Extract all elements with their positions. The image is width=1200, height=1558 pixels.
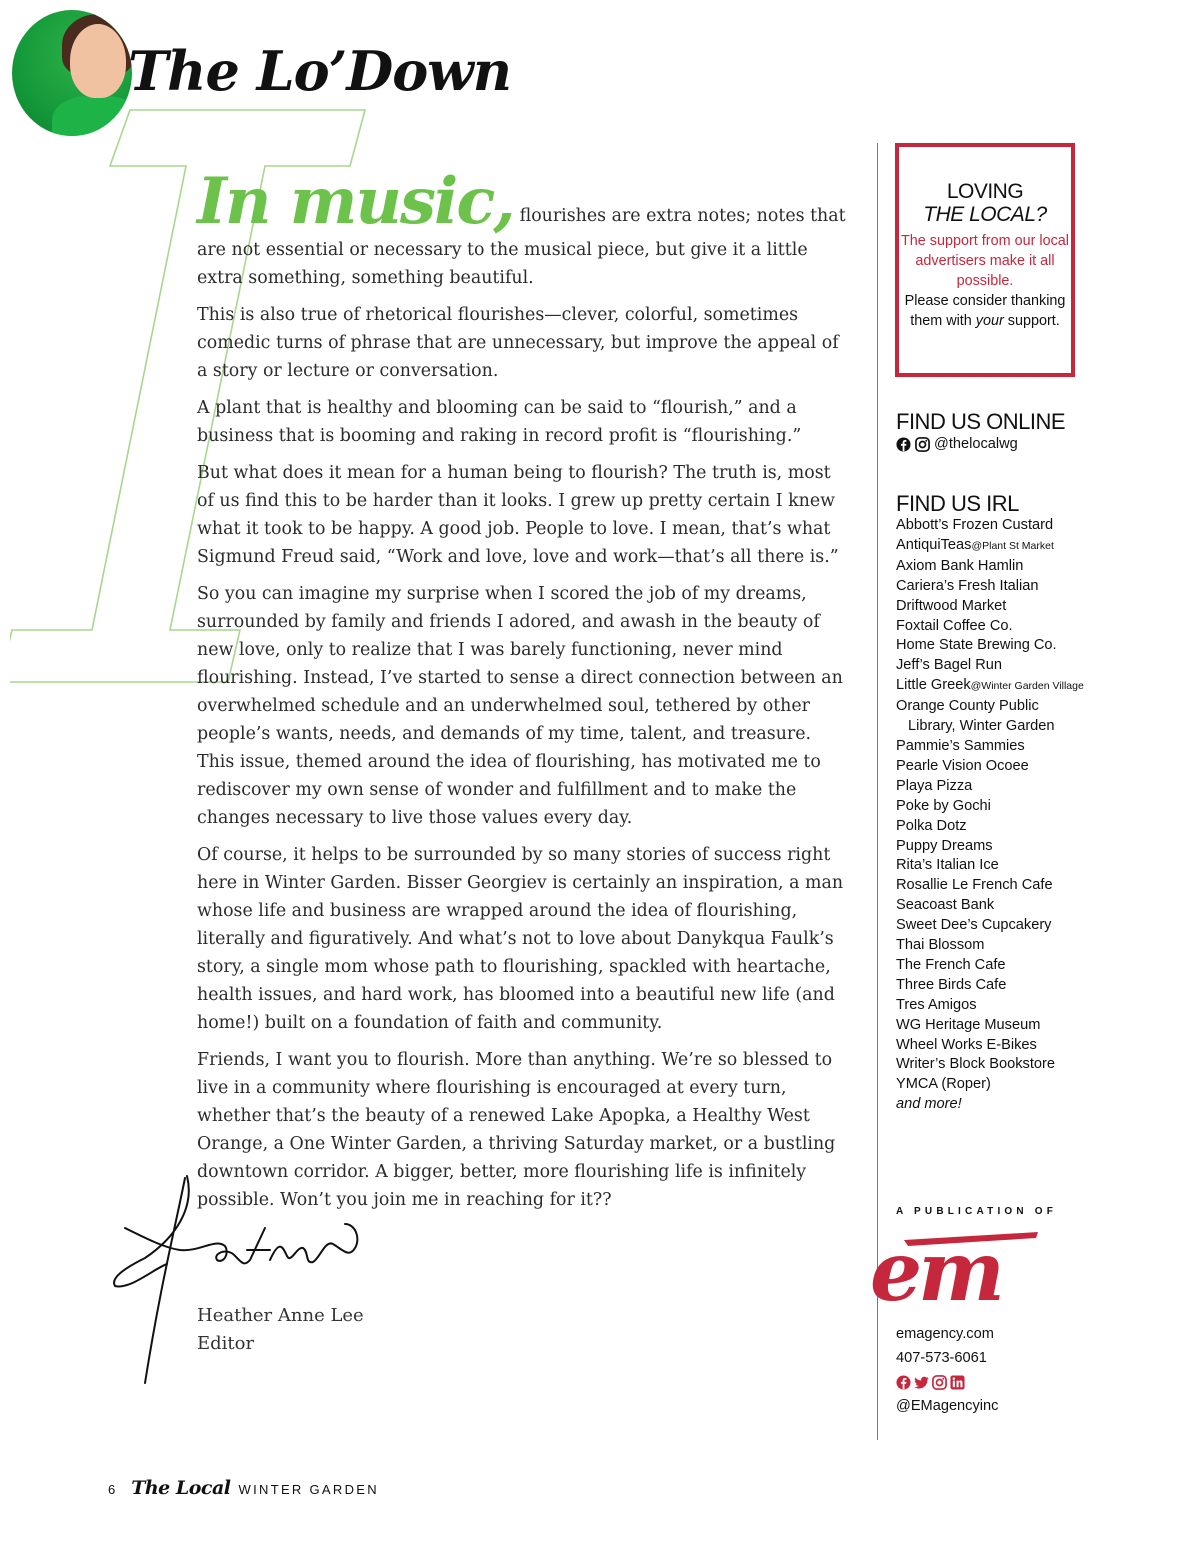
list-item: Orange County Public [896,698,1039,715]
list-item: Poke by Gochi [896,797,991,814]
list-item: WG Heritage Museum [896,1016,1041,1033]
list-item: The French Cafe [896,956,1006,973]
publisher-contact [896,1322,998,1418]
list-item: Driftwood Market [896,597,1007,614]
handwritten-signature [105,1168,365,1398]
page-footer [108,1477,379,1499]
list-item: Abbott’s Frozen Custard [896,517,1054,533]
footer-section: WINTER GARDEN [238,1482,379,1497]
advertiser-thanks-box [895,143,1075,377]
list-item: Home State Brewing Co. [896,637,1057,654]
list-item: Little Greek@Winter Garden Village [896,677,1084,694]
editor-avatar [12,10,132,136]
em-logo-text: em [870,1226,1001,1306]
publication-label: A PUBLICATION OF [896,1206,1058,1217]
list-item: Rosallie Le French Cafe [896,877,1053,894]
list-item: Polka Dotz [896,817,967,834]
list-item: Jeff’s Bagel Run [896,657,1003,674]
footer-brand: The Local [131,1477,231,1499]
publisher-website[interactable]: emagency.com [896,1326,994,1342]
twitter-icon[interactable] [914,1375,929,1390]
column-title: The Lo’Down [128,39,511,103]
article-paragraph: But what does it mean for a human being to flourish? The truth is, most of us find this to be harder than it looks. I grew up pretty certain I knew what it took to be happy. A good job. People to love. I mean, that’s what Sigmund Freud said, “Work and love, love and work—that’s all there is.” [197,463,839,567]
publisher-handle[interactable]: @EMagencyinc [896,1398,999,1414]
distribution-locations-list [896,516,1096,1115]
list-item: Three Birds Cafe [896,976,1007,993]
lead-word: In music, [197,164,514,239]
social-handle[interactable]: @thelocalwg [934,436,1018,452]
linkedin-icon[interactable] [950,1375,965,1390]
lead-text: flourishes are extra notes; notes that [519,206,846,226]
list-item: AntiquiTeas@Plant St Market [896,536,1054,553]
list-item: Wheel Works E-Bikes [896,1036,1037,1053]
find-irl-heading: FIND US IRL [896,491,1019,516]
list-item: Pammie’s Sammies [896,737,1025,754]
promo-black-text: Please consider thanking them with your support. [904,293,1066,329]
list-item: Seacoast Bank [896,897,995,914]
list-item: Writer’s Block Bookstore [896,1056,1055,1073]
article-paragraph: So you can imagine my surprise when I scored the job of my dreams, surrounded by family and friends I adored, and awash in the beauty of new love, only to realize that I was barely functioning, never mind flourishing. Instead, I’ve started to sense a direct connection between an overwhelmed schedule and an underwhelmed soul, tethered by other people’s wants, needs, and demands of my time, talent, and treasure. This issue, themed around the idea of flourishing, has motivated me to rediscover my own sense of wonder and fulfillment and to make the changes necessary to live those values every day. [197,584,843,828]
facebook-icon[interactable] [896,437,911,452]
list-item: Sweet Dee’s Cupcakery [896,917,1052,934]
list-item: Thai Blossom [896,937,985,954]
lead-text-continued: are not essential or necessary to the musical piece, but give it a little extra something, something beautiful. [197,240,808,288]
publisher-phone[interactable]: 407-573-6061 [896,1350,987,1366]
promo-subheading: THE LOCAL? [923,203,1047,226]
list-item: Axiom Bank Hamlin [896,557,1024,574]
page-number: 6 [108,1482,116,1497]
facebook-icon[interactable] [896,1375,911,1390]
promo-red-text: The support from our local advertisers make it all possible. [901,233,1069,289]
instagram-icon[interactable] [932,1375,947,1390]
list-item: Puppy Dreams [896,837,993,854]
list-item: YMCA (Roper) [896,1076,991,1093]
article-paragraph-lead [197,164,847,292]
list-item: Pearle Vision Ocoee [896,757,1029,774]
article-paragraph: This is also true of rhetorical flourishes—clever, colorful, sometimes comedic turns of phrase that are unnecessary, but improve the appeal of a story or lecture or conversation. [197,305,839,381]
list-item: Playa Pizza [896,777,973,794]
list-item: Foxtail Coffee Co. [896,617,1013,634]
list-item: Cariera’s Fresh Italian [896,577,1039,594]
article-paragraph: Of course, it helps to be surrounded by so many stories of success right here in Winter Garden. Bisser Georgiev is certainly an inspiration, a man whose life and business are wrapped around the idea of flourishing, literally and figuratively. And what’s not to love about Danykqua Faulk’s story, a single mom whose path to flourishing, spackled with heartache, health issues, and hard work, has bloomed into a beautiful new life (and home!) built on a foundation of faith and community. [197,845,844,1033]
publisher-social-icons [896,1370,998,1394]
promo-heading: LOVING [946,180,1024,203]
social-handle-row [896,436,1018,452]
author-name: Heather Anne Lee [197,1305,364,1326]
list-item: Rita’s Italian Ice [896,857,999,874]
find-online-heading: FIND US ONLINE [896,409,1066,434]
editor-letter [197,164,847,1223]
article-paragraph: Friends, I want you to flourish. More than anything. We’re so blessed to live in a community where flourishing is encouraged at every turn, whether that’s the beauty of a renewed Lake Apopka, a Healthy West Orange, a One Winter Garden, a thriving Saturday market, or a bustling downtown corridor. A bigger, better, more flourishing life is infinitely possible. Won’t you join me in reaching for it?? [197,1050,836,1210]
author-signoff [197,1302,364,1358]
list-item: Tres Amigos [896,996,977,1013]
list-item-more: and more! [896,1096,962,1113]
instagram-icon[interactable] [915,437,930,452]
article-paragraph: A plant that is healthy and blooming can be said to “flourish,” and a business that is booming and raking in record profit is “flourishing.” [197,398,802,446]
em-agency-logo[interactable] [868,1226,1038,1306]
list-item: Library, Winter Garden [908,718,1055,735]
author-title: Editor [197,1333,255,1354]
